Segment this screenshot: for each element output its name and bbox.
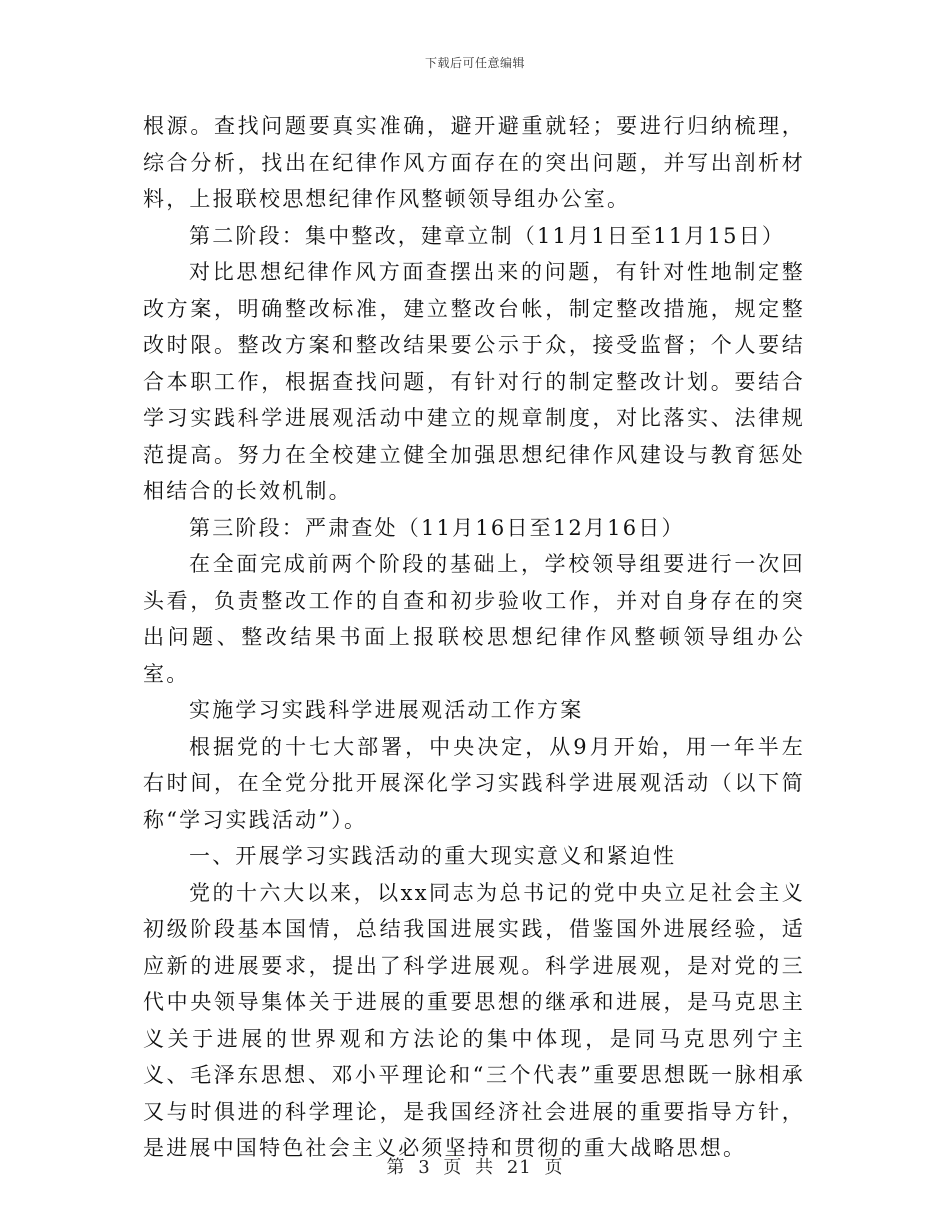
paragraph-stage-two-body: 对比思想纪律作风方面查摆出来的问题，有针对性地制定整改方案，明确整改标准，建立整改台帐，制定整改措施，规定整改时限。整改方案和整改结果要公示于众，接受监督；个人要结合本职工作，根据查找问题，有针对行的制定整改计划。要结合学习实践科学进展观活动中建立的规章制度，对比落实、法律规范提高。努力在全校建立健全加强思想纪律作风建设与教育惩处相结合的长效机制。 [143,260,805,503]
page-header: 下载后可任意编辑 [424,56,525,70]
paragraph-stage-two-heading: 第二阶段：集中整改，建章立制（11月1日至11月15日） [189,223,786,248]
paragraph-significance: 党的十六大以来，以xx同志为总书记的党中央立足社会主义初级阶段基本国情，总结我国进展实践，借鉴国外进展经验，适应新的进展要求，提出了科学进展观。科学进展观，是对党的三代中央领导集体关于进展的重要思想的继承和进展，是马克思主义关于进展的世界观和方法论的集中体现，是同马克思列宁主义、毛泽东思想、邓小平理论和“三个代表”重要思想既一脉相承又与时俱进的科学理论，是我国经济社会进展的重要指导方针，是进展中国特色社会主义必须坚持和贯彻的重大战略思想。 [143,880,805,1160]
section-heading-one: 一、开展学习实践活动的重大现实意义和紧迫性 [189,844,677,868]
paragraph-stage-three-heading: 第三阶段：严肃查处（11月16日至12月16日） [189,515,685,540]
paragraph-continuation: 根源。查找问题要真实准确，避开避重就轻；要进行归纳梳理，综合分析，找出在纪律作风方面存在的突出问题，并写出剖析材料，上报联校思想纪律作风整顿领导组办公室。 [143,114,805,211]
section-title: 实施学习实践科学进展观活动工作方案 [189,698,584,722]
document-body [143,108,805,1167]
page-number-footer: 第 3 页 共 21 页 [386,1157,564,1178]
paragraph-stage-three-body: 在全面完成前两个阶段的基础上，学校领导组要进行一次回头看，负责整改工作的自查和初步验收工作，并对自身存在的突出问题、整改结果书面上报联校思想纪律作风整顿领导组办公室。 [143,552,805,686]
paragraph-intro: 根据党的十七大部署，中央决定，从9月开始，用一年半左右时间，在全党分批开展深化学习实践科学进展观活动（以下简称“学习实践活动”）。 [143,734,805,832]
